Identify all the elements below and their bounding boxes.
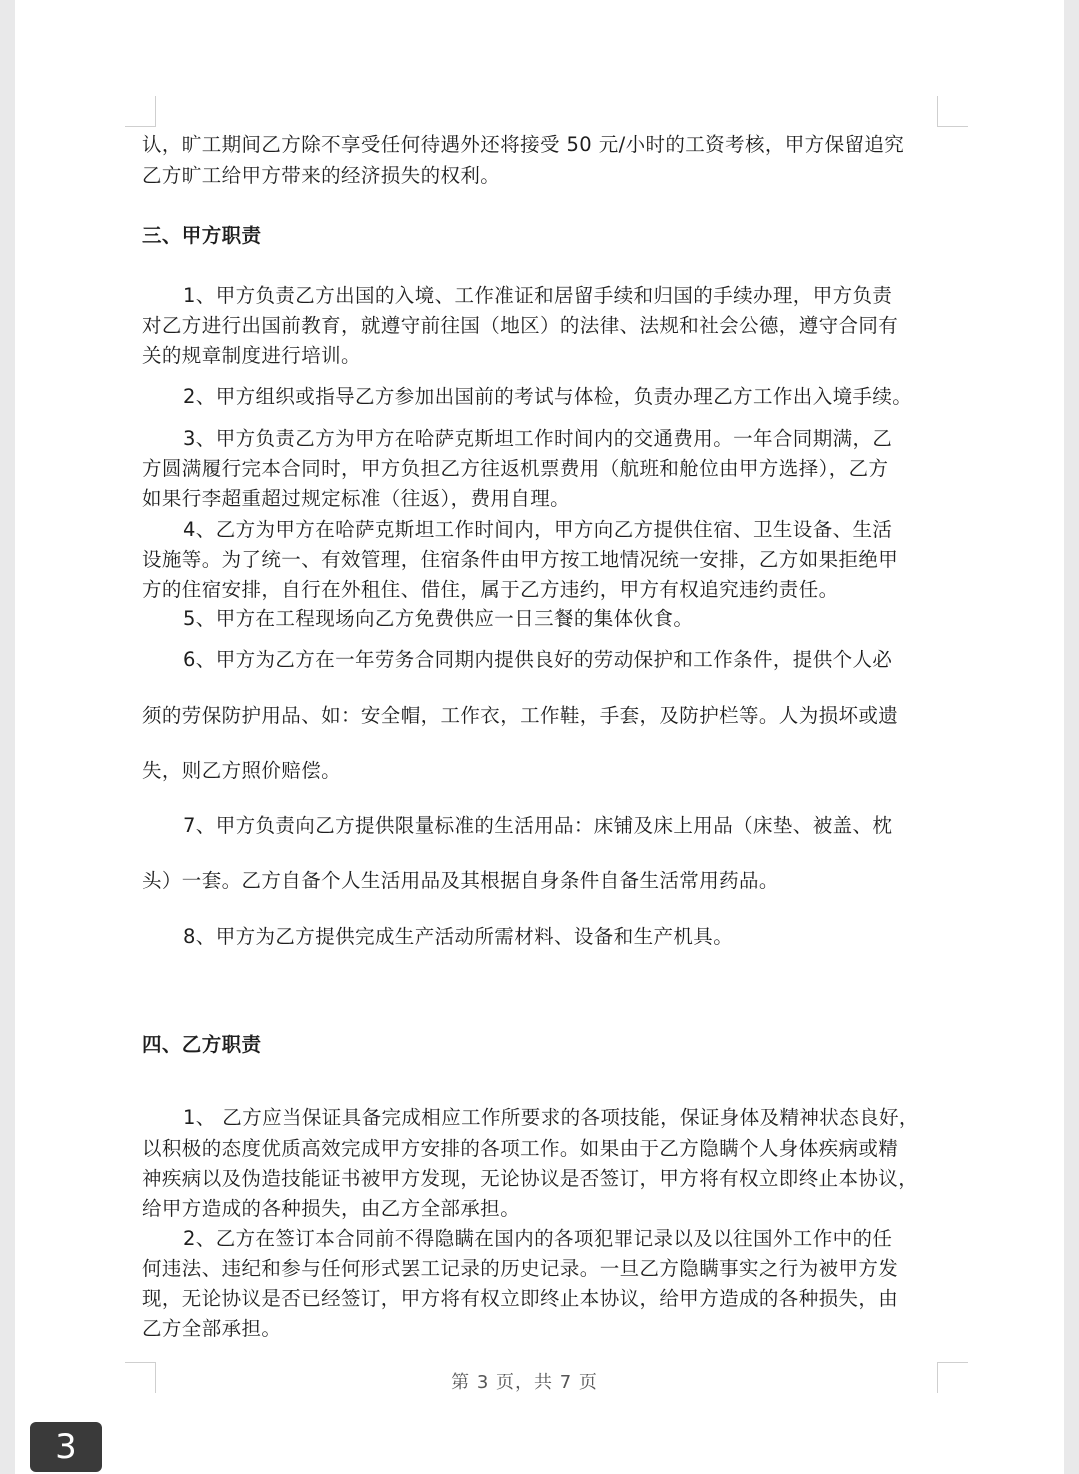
- text-line: 方的住宿安排，自行在外租住、借住，属于乙方违约，甲方有权追究违约责任。: [142, 578, 839, 601]
- text-line: 2、乙方在签订本合同前不得隐瞒在国内的各项犯罪记录以及以往国外工作中的任: [183, 1227, 893, 1250]
- text-line: 如果行李超重超过规定标准（往返），费用自理。: [142, 487, 571, 510]
- text-line: 8、甲方为乙方提供完成生产活动所需材料、设备和生产机具。: [183, 925, 734, 948]
- text-line: 2、甲方组织或指导乙方参加出国前的考试与体检，负责办理乙方工作出入境手续。: [183, 385, 913, 408]
- text-line: 给甲方造成的各种损失，由乙方全部承担。: [142, 1197, 521, 1220]
- document-page: [15, 0, 1064, 1474]
- text-line: 5、甲方在工程现场向乙方免费供应一日三餐的集体伙食。: [183, 607, 694, 630]
- text-line: 4、乙方为甲方在哈萨克斯坦工作时间内，甲方向乙方提供住宿、卫生设备、生活: [183, 518, 893, 541]
- text-line: 1、 乙方应当保证具备完成相应工作所要求的各项技能，保证身体及精神状态良好，: [183, 1106, 919, 1129]
- margin-corner-top-left: [125, 96, 156, 127]
- text-line: 何违法、违纪和参与任何形式罢工记录的历史记录。一旦乙方隐瞒事实之行为被甲方发: [142, 1257, 899, 1280]
- text-line: 失，则乙方照价赔偿。: [142, 759, 342, 782]
- page-number-badge: 3: [30, 1422, 102, 1472]
- text-line: 对乙方进行出国前教育，就遵守前往国（地区）的法律、法规和社会公德，遵守合同有: [142, 314, 899, 337]
- page-footer: 第 3 页，共 7 页: [451, 1372, 598, 1393]
- text-line: 须的劳保防护用品、如：安全帽，工作衣，工作鞋，手套，及防护栏等。人为损坏或遗: [142, 704, 899, 727]
- text-line: 关的规章制度进行培训。: [142, 344, 361, 367]
- text-line: 设施等。为了统一、有效管理，住宿条件由甲方按工地情况统一安排，乙方如果拒绝甲: [142, 548, 899, 571]
- text-line: 认，旷工期间乙方除不享受任何待遇外还将接受 50 元/小时的工资考核，甲方保留追究: [142, 133, 905, 156]
- margin-corner-top-right: [937, 96, 968, 127]
- text-line: 以积极的态度优质高效完成甲方安排的各项工作。如果由于乙方隐瞒个人身体疾病或精: [142, 1137, 899, 1160]
- text-line: 3、甲方负责乙方为甲方在哈萨克斯坦工作时间内的交通费用。一年合同期满，乙: [183, 427, 893, 450]
- text-line: 7、甲方负责向乙方提供限量标准的生活用品：床铺及床上用品（床垫、被盖、枕: [183, 814, 893, 837]
- text-line: 现，无论协议是否已经签订，甲方将有权立即终止本协议，给甲方造成的各种损失，由: [142, 1287, 899, 1310]
- text-line: 1、甲方负责乙方出国的入境、工作准证和居留手续和归国的手续办理，甲方负责: [183, 284, 893, 307]
- section-heading: 四、乙方职责: [142, 1033, 262, 1056]
- text-line: 6、甲方为乙方在一年劳务合同期内提供良好的劳动保护和工作条件，提供个人必: [183, 648, 893, 671]
- text-line: 乙方全部承担。: [142, 1317, 282, 1340]
- text-line: 方圆满履行完本合同时，甲方负担乙方往返机票费用（航班和舱位由甲方选择），乙方: [142, 457, 889, 480]
- text-line: 头）一套。乙方自备个人生活用品及其根据自身条件自备生活常用药品。: [142, 869, 779, 892]
- section-heading: 三、甲方职责: [142, 224, 262, 247]
- text-line: 乙方旷工给甲方带来的经济损失的权利。: [142, 164, 501, 187]
- text-line: 神疾病以及伪造技能证书被甲方发现，无论协议是否签订，甲方将有权立即终止本协议，: [142, 1167, 919, 1190]
